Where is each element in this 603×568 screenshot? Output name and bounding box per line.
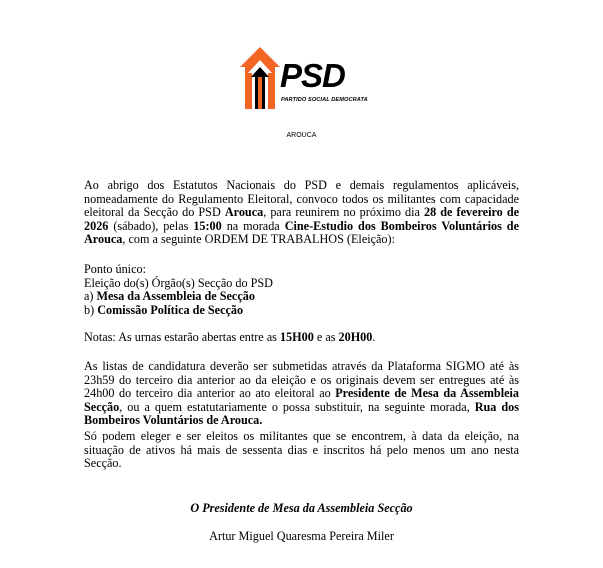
text-run: , ou a quem estatutariamente o possa substituir, na seguinte morada, bbox=[119, 399, 475, 414]
signature-name: Artur Miguel Quaresma Pereira Miler bbox=[209, 529, 394, 543]
text-run: , com a seguinte ORDEM DE TRABALHOS (Eleição): bbox=[122, 232, 395, 247]
address-bold: Rua dos Bombeiros Voluntários de Arouca. bbox=[84, 399, 520, 428]
text-run: (sábado), pelas bbox=[108, 218, 194, 233]
section-bold: Arouca bbox=[224, 205, 264, 220]
text-run: As listas de candidatura deverão ser submetidas através da Plataforma SIGMO até às 23h59 do terceiro dia anterior ao da eleição e os originais devem ser entregues até às 24h00 do terceiro dia anterior ao ato eleitoral ao bbox=[84, 359, 519, 401]
time-bold: 15:00 bbox=[193, 218, 222, 233]
text-run: , para reunirem no próximo dia bbox=[263, 205, 424, 220]
text-run: e as bbox=[313, 330, 339, 344]
item-label: Mesa da Assembleia de Secção bbox=[96, 289, 255, 304]
date-bold: 28 de fevereiro de 2026 bbox=[84, 205, 520, 233]
eligibility-paragraph: Só podem eleger e ser eleitos os militantes que se encontrem, à data da eleição, na situação de ativos há mais de sessenta dias e inscritos há pelo menos um ano nesta Secção. bbox=[84, 429, 519, 471]
text-run: Notas: As urnas estarão abertas entre as bbox=[84, 330, 280, 344]
venue-bold: Cine-Estudio dos Bombeiros Voluntários de Arouca bbox=[84, 218, 519, 247]
agenda-item-a bbox=[84, 290, 519, 304]
convocation-paragraph bbox=[84, 179, 519, 247]
signature-title: O Presidente de Mesa da Assembleia Secção bbox=[190, 501, 413, 515]
agenda-heading: Ponto único: bbox=[84, 262, 146, 276]
logo-subtitle: PARTIDO SOCIAL DEMOCRATA bbox=[281, 97, 368, 103]
item-label: Comissão Política de Secção bbox=[97, 302, 244, 317]
notes-line bbox=[84, 331, 519, 345]
item-prefix: a) bbox=[84, 289, 97, 304]
logo-wordmark: PSD bbox=[280, 57, 345, 94]
text-run: na morada bbox=[221, 218, 285, 233]
item-prefix: b) bbox=[84, 302, 98, 317]
text-run: . bbox=[372, 330, 376, 344]
president-bold: Presidente de Mesa da Assembleia Secção bbox=[84, 386, 519, 414]
psd-logo bbox=[240, 47, 370, 109]
candidacy-paragraph bbox=[84, 360, 519, 428]
agenda-item-b bbox=[84, 304, 519, 318]
agenda bbox=[84, 263, 519, 317]
open-time: 15H00 bbox=[279, 330, 314, 344]
text-run: Ao abrigo dos Estatutos Nacionais do PSD e demais regulamentos aplicáveis, nomeadamente do Regulamento Eleitoral, convoco todos os militantes com capacidade eleitoral da Secção do PSD bbox=[84, 178, 519, 220]
psd-arrow-icon bbox=[240, 47, 284, 109]
close-time: 20H00 bbox=[338, 330, 373, 344]
agenda-line: Eleição do(s) Órgão(s) Secção do PSD bbox=[84, 275, 273, 290]
section-name: AROUCA bbox=[286, 132, 317, 139]
